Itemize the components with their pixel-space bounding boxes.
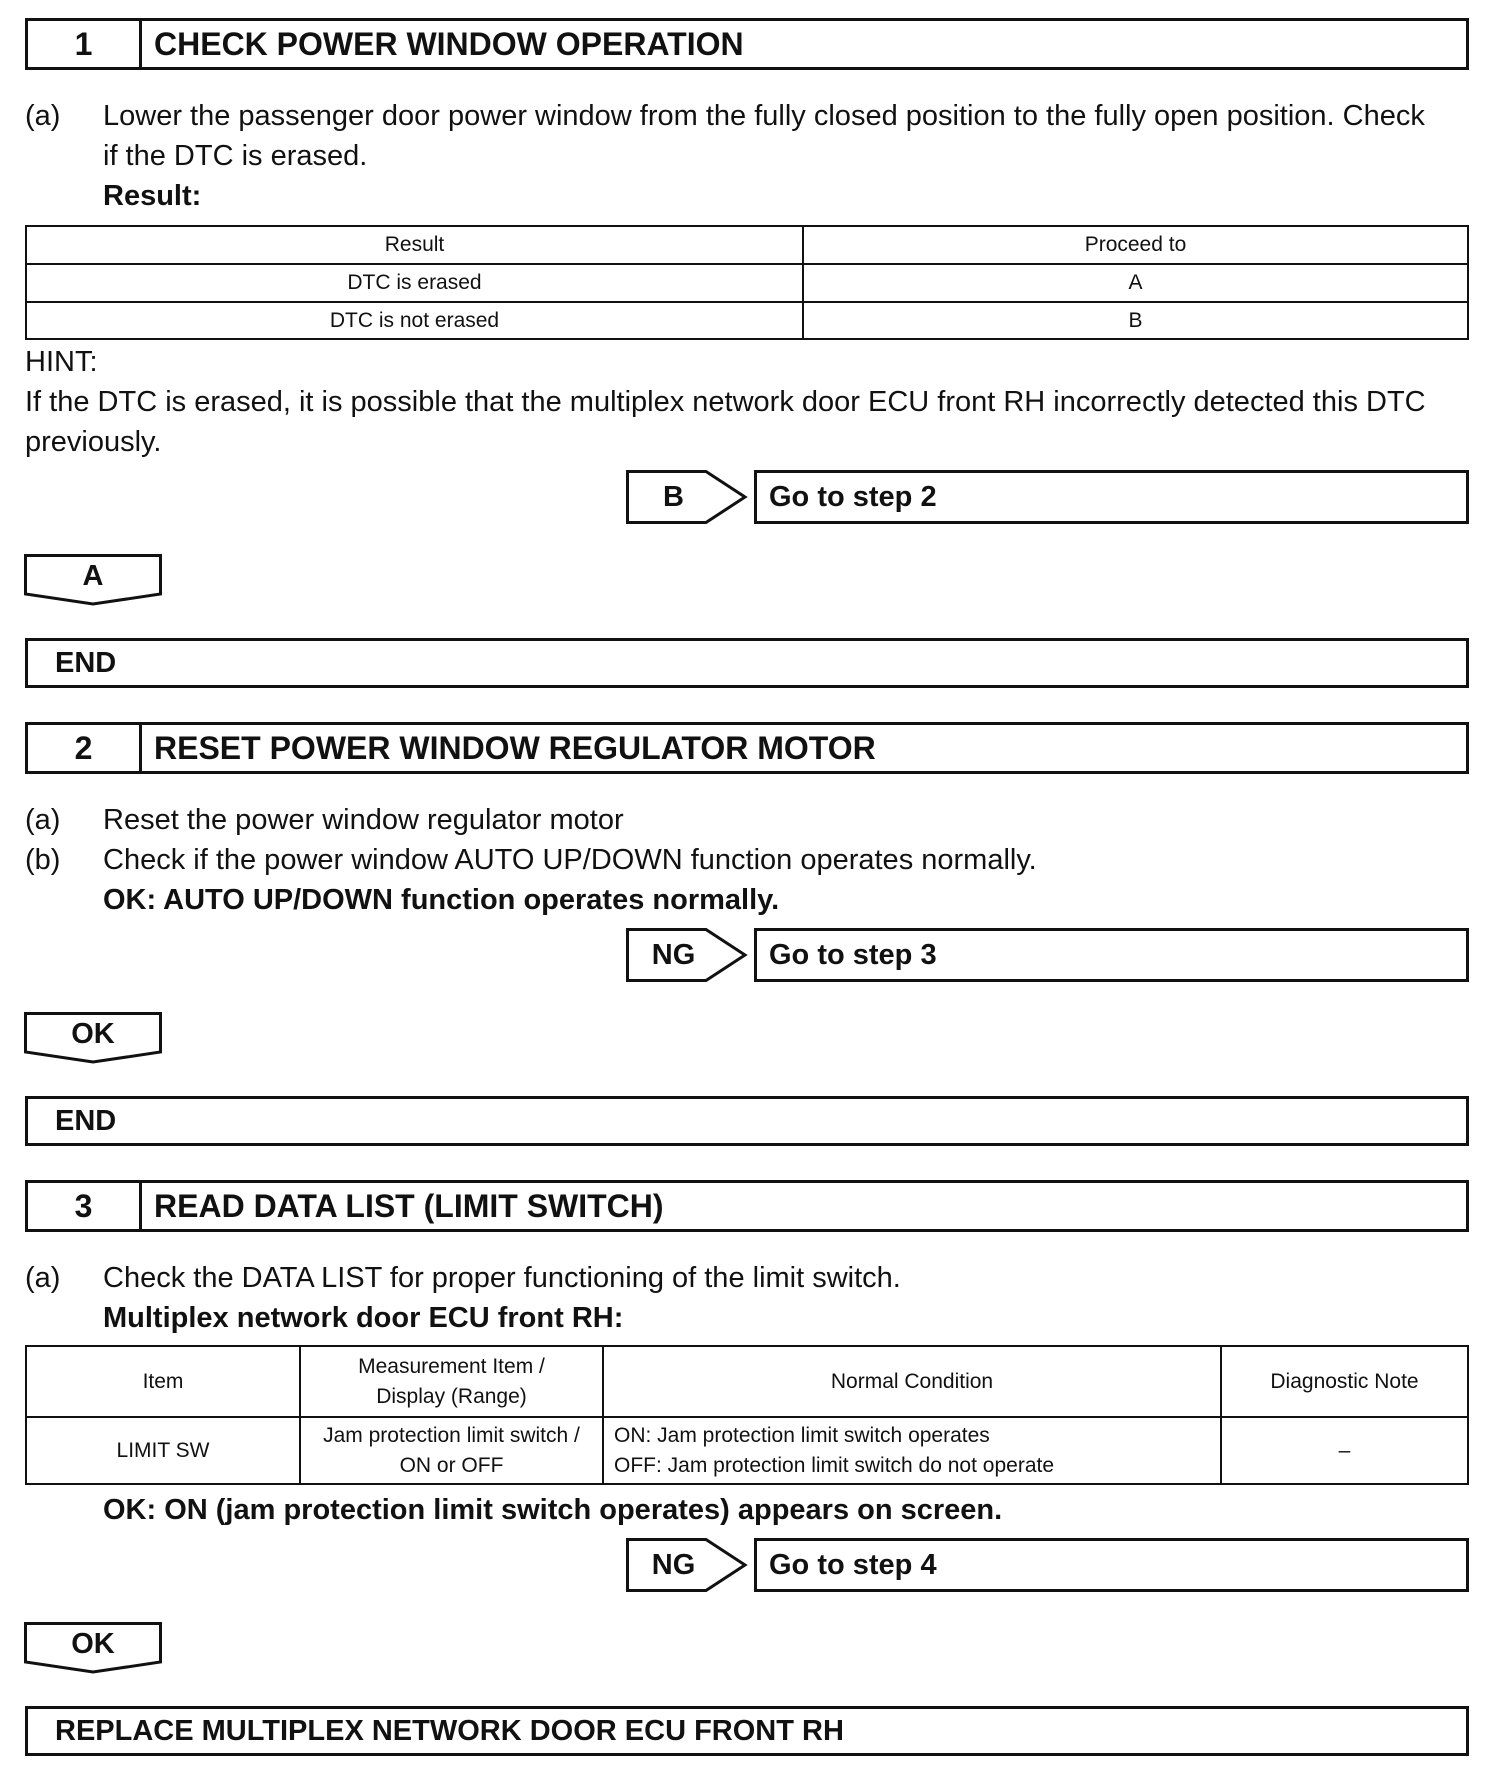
step3-ecu-label: Multiplex network door ECU front RH: [103, 1302, 624, 1334]
table-cell [300, 1417, 603, 1484]
step1-a-line2: if the DTC is erased. [103, 140, 368, 172]
step3-ok-criteria: OK: ON (jam protection limit switch operates) appears on screen. [103, 1494, 1003, 1526]
step2-a-label: (a) [25, 804, 61, 836]
table-cell: B [803, 302, 1468, 339]
step2-title: RESET POWER WINDOW REGULATOR MOTOR [154, 729, 876, 766]
table-cell: LIMIT SW [26, 1417, 300, 1484]
condition-on: ON: Jam protection limit switch operates [614, 1423, 990, 1447]
step2-ok-flow [24, 1012, 162, 1066]
table-header-cell: Diagnostic Note [1221, 1346, 1468, 1417]
step1-hint-label: HINT: [25, 346, 98, 378]
step2-b-label: (b) [25, 844, 61, 876]
step3-title: READ DATA LIST (LIMIT SWITCH) [154, 1187, 664, 1224]
step1-number: 1 [28, 21, 142, 67]
step3-a-text: Check the DATA LIST for proper functioning of the limit switch. [103, 1262, 901, 1294]
table-header-row [26, 226, 1468, 264]
step1-hint-line2: previously. [25, 426, 162, 458]
table-cell: – [1221, 1417, 1468, 1484]
measurement-line1: Jam protection limit switch / [323, 1423, 580, 1447]
step2-a-text: Reset the power window regulator motor [103, 804, 624, 836]
table-header-cell: Item [26, 1346, 300, 1417]
table-header-cell [300, 1346, 603, 1417]
step1-ok-flow [24, 554, 162, 608]
step1-result-table [25, 225, 1469, 340]
table-cell: A [803, 264, 1468, 302]
step1-header [25, 18, 1469, 70]
table-row [26, 1417, 1468, 1484]
branch-target: Go to step 2 [754, 470, 1469, 524]
step3-final-action: REPLACE MULTIPLEX NETWORK DOOR ECU FRONT RH [25, 1706, 1469, 1756]
flow-code: OK [71, 1627, 115, 1660]
step3-ok-flow [24, 1622, 162, 1676]
step2-ok-criteria: OK: AUTO UP/DOWN function operates normally. [103, 884, 780, 916]
step1-a-line1: Lower the passenger door power window from the fully closed position to the fully open position. Check [103, 100, 1425, 132]
measurement-header-line1: Measurement Item / [358, 1354, 545, 1378]
table-header-cell: Result [26, 226, 803, 264]
table-row [26, 264, 1468, 302]
step3-number: 3 [28, 1183, 142, 1229]
flow-code: A [82, 559, 104, 592]
step3-a-label: (a) [25, 1262, 61, 1294]
step2-header [25, 722, 1469, 774]
branch-target: Go to step 4 [754, 1538, 1469, 1592]
step3-ng-branch[interactable] [626, 1538, 1469, 1592]
table-header-row [26, 1346, 1468, 1417]
step2-b-text: Check if the power window AUTO UP/DOWN function operates normally. [103, 844, 1037, 876]
step2-end: END [25, 1096, 1469, 1146]
step3-header [25, 1180, 1469, 1232]
branch-code: B [663, 480, 684, 513]
table-cell [603, 1417, 1221, 1484]
step1-ng-branch[interactable] [626, 470, 1469, 524]
step1-end: END [25, 638, 1469, 688]
table-cell: DTC is not erased [26, 302, 803, 339]
step2-ng-branch[interactable] [626, 928, 1469, 982]
step1-hint-line1: If the DTC is erased, it is possible that the multiplex network door ECU front RH incorrectly detected this DTC [25, 386, 1426, 418]
branch-target: Go to step 3 [754, 928, 1469, 982]
step3-data-list-table [25, 1345, 1469, 1485]
table-row [26, 302, 1468, 339]
table-cell: DTC is erased [26, 264, 803, 302]
measurement-header-line2: Display (Range) [376, 1384, 527, 1408]
condition-off: OFF: Jam protection limit switch do not operate [614, 1453, 1055, 1477]
branch-code: NG [651, 1548, 696, 1581]
step1-a-label: (a) [25, 100, 61, 132]
measurement-line2: ON or OFF [399, 1453, 504, 1477]
table-header-cell: Normal Condition [603, 1346, 1221, 1417]
step1-title: CHECK POWER WINDOW OPERATION [154, 25, 744, 62]
step2-number: 2 [28, 725, 142, 771]
table-header-cell: Proceed to [803, 226, 1468, 264]
branch-code: NG [651, 938, 696, 971]
flow-code: OK [71, 1017, 115, 1050]
step1-result-label: Result: [103, 180, 202, 212]
